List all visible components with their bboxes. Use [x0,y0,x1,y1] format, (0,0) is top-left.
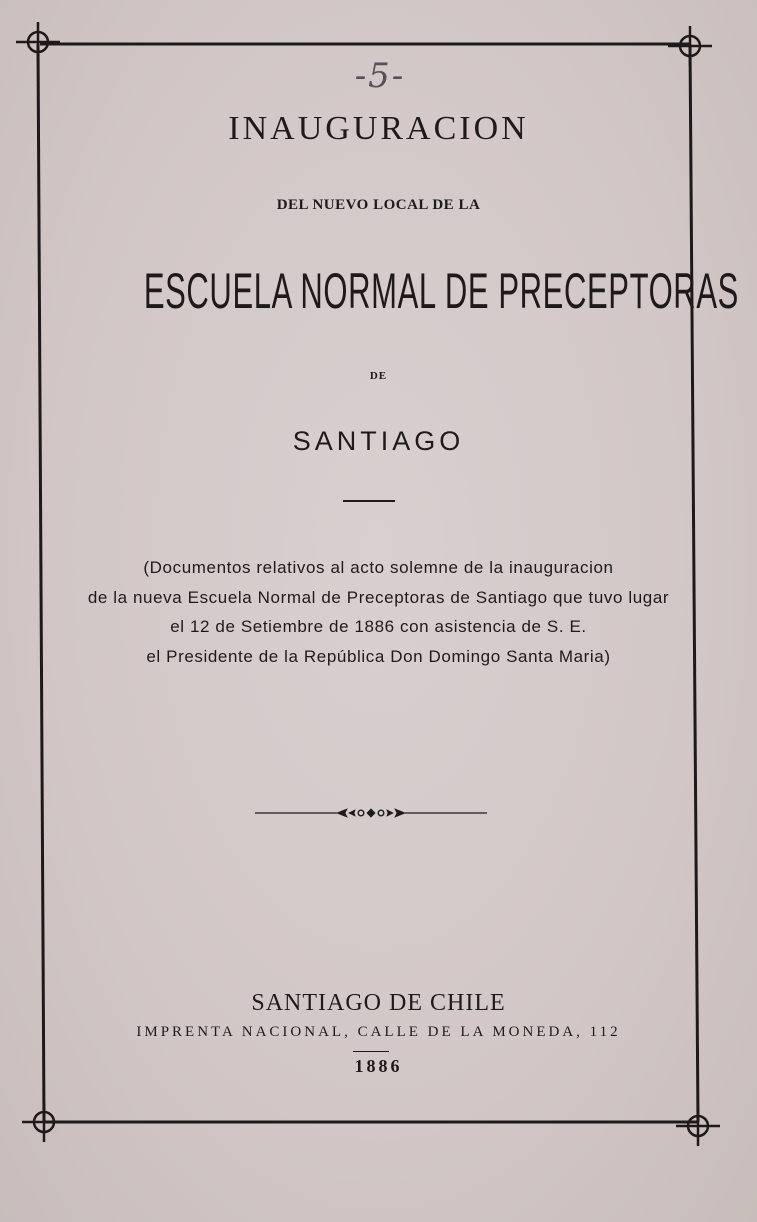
imprint-press: IMPRENTA NACIONAL, CALLE DE LA MONEDA, 112 [136,1024,621,1040]
corner-ornament-icon [16,22,60,62]
title-heading: INAUGURACION [228,110,529,147]
school-name-heading: ESCUELA NORMAL DE PRECEPTORAS [143,263,739,319]
corner-ornament-icon [676,1106,720,1146]
connector-de: DE [369,370,388,382]
handwritten-page-number: -5- [354,56,406,96]
description-line-1: (Documentos relativos al acto solemne de la inauguracion [143,558,614,577]
corner-ornament-icon [22,1102,66,1142]
subtitle-line: DEL NUEVO LOCAL DE LA [276,197,481,213]
fleuron-divider-icon [255,804,487,822]
imprint-year: 1886 [354,1056,403,1076]
short-divider-rule [343,500,395,502]
corner-ornament-icon [668,26,712,66]
description-line-2: de la nueva Escuela Normal de Preceptoras de Santiago que tuvo lugar [87,588,670,607]
imprint-city: SANTIAGO DE CHILE [251,990,506,1016]
description-line-4: el Presidente de la República Don Domingo Santa Maria) [146,647,611,666]
year-rule [353,1051,389,1052]
city-heading: SANTIAGO [292,426,465,456]
description-line-3: el 12 de Setiembre de 1886 con asistencia de S. E. [170,617,587,636]
